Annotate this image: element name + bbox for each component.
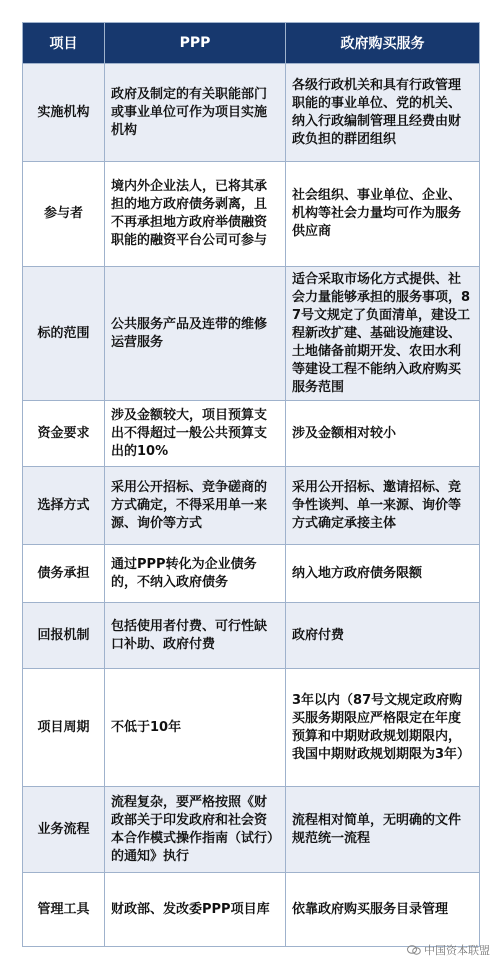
row-label: 债务承担 (23, 545, 105, 603)
table-row (23, 64, 480, 162)
row-label: 回报机制 (23, 603, 105, 669)
ppp-cell: 包括使用者付费、可行性缺口补助、政府付费 (105, 603, 286, 669)
gov-cell: 社会组织、事业单位、企业、机构等社会力量均可作为服务供应商 (286, 162, 480, 267)
table-row (23, 787, 480, 873)
header-gov-purchase: 政府购买服务 (286, 23, 480, 64)
row-label: 标的范围 (23, 267, 105, 401)
gov-cell: 各级行政机关和具有行政管理职能的事业单位、党的机关、纳入行政编制管理且经费由财政负担的群团组织 (286, 64, 480, 162)
row-label: 业务流程 (23, 787, 105, 873)
row-label: 项目周期 (23, 669, 105, 787)
ppp-cell: 境内外企业法人，已将其承担的地方政府债务剥离，且不再承担地方政府举债融资职能的融资平台公司可参与 (105, 162, 286, 267)
header-ppp: PPP (105, 23, 286, 64)
table-row (23, 401, 480, 467)
row-label: 实施机构 (23, 64, 105, 162)
ppp-cell: 政府及制定的有关职能部门或事业单位可作为项目实施机构 (105, 64, 286, 162)
gov-cell: 采用公开招标、邀请招标、竞争性谈判、单一来源、询价等方式确定承接主体 (286, 467, 480, 545)
table-row (23, 669, 480, 787)
table-row (23, 603, 480, 669)
table-row (23, 873, 480, 947)
ppp-cell: 财政部、发改委PPP项目库 (105, 873, 286, 947)
comparison-table (22, 22, 480, 947)
table-row (23, 162, 480, 267)
table-row (23, 267, 480, 401)
gov-cell: 依靠政府购买服务目录管理 (286, 873, 480, 947)
gov-cell: 3年以内（87号文规定政府购买服务期限应严格限定在年度预算和中期财政规划期限内，我国中期财政规划期限为3年） (286, 669, 480, 787)
ppp-cell: 涉及金额较大，项目预算支出不得超过一般公共预算支出的10% (105, 401, 286, 467)
comparison-table-container (22, 22, 479, 947)
header-item: 项目 (23, 23, 105, 64)
ppp-cell: 公共服务产品及连带的维修运营服务 (105, 267, 286, 401)
gov-cell: 涉及金额相对较小 (286, 401, 480, 467)
row-label: 参与者 (23, 162, 105, 267)
gov-cell: 适合采取市场化方式提供、社会力量能够承担的服务事项，87号文规定了负面清单，建设工程新改扩建、基础设施建设、土地储备前期开发、农田水利等建设工程不能纳入政府购买服务范围 (286, 267, 480, 401)
gov-cell: 政府付费 (286, 603, 480, 669)
watermark (407, 942, 490, 958)
table-row (23, 467, 480, 545)
gov-cell: 流程相对简单，无明确的文件规范统一流程 (286, 787, 480, 873)
gov-cell: 纳入地方政府债务限额 (286, 545, 480, 603)
table-row (23, 545, 480, 603)
table-header-row (23, 23, 480, 64)
ppp-cell: 流程复杂，要严格按照《财政部关于印发政府和社会资本合作模式操作指南（试行）的通知》执行 (105, 787, 286, 873)
row-label: 管理工具 (23, 873, 105, 947)
row-label: 资金要求 (23, 401, 105, 467)
ppp-cell: 采用公开招标、竞争磋商的方式确定，不得采用单一来源、询价等方式 (105, 467, 286, 545)
ppp-cell: 通过PPP转化为企业债务的，不纳入政府债务 (105, 545, 286, 603)
watermark-text: 中国资本联盟 (424, 944, 490, 957)
row-label: 选择方式 (23, 467, 105, 545)
wechat-icon (407, 945, 421, 955)
ppp-cell: 不低于10年 (105, 669, 286, 787)
